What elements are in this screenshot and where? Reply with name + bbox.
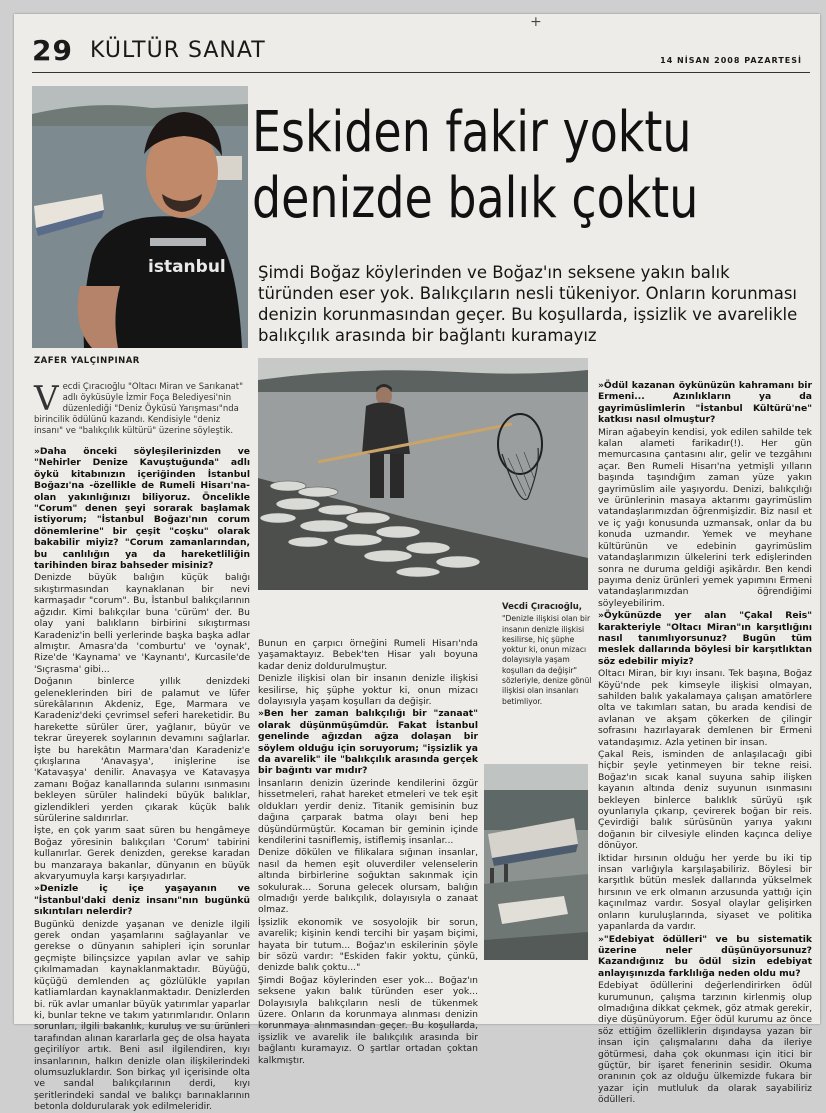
caption-name: Vecdi Çıracıoğlu,: [502, 602, 583, 612]
caption-text: "Denizle ilişkisi olan bir insanın denizle ilişkisi kesilirse, hiç şüphe yoktur ki, onun mizacı dolayısıyla yaşam koşulları da değişir" sözleriyle, denize gönül ilişkisi olan insanları betimliyor.: [502, 614, 592, 706]
byline: ZAFER YALÇINPINAR: [34, 356, 140, 366]
section-title: KÜLTÜR SANAT: [90, 38, 266, 63]
article-column-1: [34, 446, 250, 1113]
col3-para-4: Oltacı Miran, bir kıyı insanı. Tek başına, Boğaz Köyü'nde pek kimseyle ilişkisi olmayan, sahilden balık yakalamaya çalışan amatörlere olta ve takımları satan, bu arada kendisi de avlanan ve akşam çökerken de çilingir sofrasını hazırlayarak demlenen bir Ermeni vatandaşımız. Azla yetinen bir insan.: [598, 668, 812, 748]
col1-para-3: Doğanın binlerce yıllık denizdeki geleneklerinden biri de palamut ve lüfer sürekâlarının Akdeniz, Ege, Marmara ve Karadeniz'deki çevrimsel seferi hareketidir. Bu harekette sürüler ürer, yağlanır, büyür ve tekrar üreyerek soylarının devamını sağlarlar. İşte bu harekâtın Marmara'dan Karadeniz'e çıkışlarına 'Anavaşya', inişlerine ise 'Katavaşya' denilir. Anavaşya ve Katavaşya zamanı Boğaz kanallarında sularını ısınmasını bekleyen sürüler halindeki büyük balıklar, gizlendikleri yerden çıkarak küçük balık sürülerine saldırırlar.: [34, 676, 250, 824]
col3-para-8: Edebiyat ödüllerini değerlendirirken ödül kurumunun, çalışma tarzının kirlenmiş olup olmadığına dikkat çekmek, göz atmak gerekir, diye düşünüyorum. Eğer ödül kurumu az önce söz ettiğim özelliklerin dışındaysa yazan bir insan için çalışmalarını daha da ileriye götürmesi, daha çok okunması için itici bir güçtür, bir işaret fenerinin sesidir. Okuma oranının çok az olduğu ülkemizde fukara bir yazar için mutluluk da olarak sayabiliriz ödülleri.: [598, 980, 812, 1106]
drop-cap: V: [34, 379, 59, 419]
headline: [252, 100, 711, 232]
portrait-photo: [32, 86, 248, 348]
col2-para-3: »Ben her zaman balıkçılığı bir "zanaat" olarak düşünmüşümdür. Fakat İstanbul genelinde ağızdan ağza dolaşan bir söylem olduğu için soruyorum; "işsizlik ya da avarelik" ile "balıkçılık arasında gerçek bir bağıntı var mıdır?: [258, 708, 478, 777]
shirt-print: istanbul: [148, 257, 226, 277]
col3-para-5: Çakal Reis, isminden de anlaşılacağı gibi hiçbir şeyle yetinmeyen bir tekne reisi. Boğaz'ın sıcak kanal suyuna sahip ilişken kayanın altında deniz suyunun ısınmasını bekleyen binlerce balıklık sürüyü ışık oyunlarıyla çıkarıp, çevirerek boğan bir reis. Çevirdiği balık sürüsünün yarıya yakını doğanın bir cilvesiyle elinden kaçınca deliye dönüyor.: [598, 749, 812, 852]
fisherman-image: [258, 358, 588, 590]
col1-para-2: Denizde büyük balığın küçük balığı sıkıştırmasından kaynaklanan bir nevi karmaşadır "corum". Bu, İstanbul balıkçılarının ağzıdır. Kimi balıkçılar buna 'cürüm' der. Bu olay yani balıkların birbirini sıkıştırması Karadeniz'in belli yerlerinde başka başka adlar almıştır. Amasra'da 'comburtu' ve 'oynak', Rize'de 'Kaynama' ve 'Kaynantı', Kurcasile'de 'Sıçrasma' gibi...: [34, 572, 250, 675]
article-intro: [34, 379, 250, 437]
page-number: 29: [32, 34, 73, 67]
col3-para-7: »"Edebiyat ödülleri" ve bu sistematik üzerine neler düşünüyorsunuz? Kazandığınız bu ödül sizin edebiyat anlayışınızda farklılığa neden oldu mu?: [598, 933, 812, 979]
portrait-image: [32, 86, 248, 348]
col1-para-6: Bugünkü denizde yaşanan ve denizle ilgili gerek ondan yaşamlarını sağlayanlar ve gerekse o dünyanın sahipleri için sorunlar geçmişte bilinçsizce yapılan avlar ve sahip çıkılmamadan kaynaklanmaktadır. Büyüğü, küçüğü demlenden aç gözlülükle yapılan katliamlardan kaynaklanmaktadır. Denizlerden bi. rük avlar umanlar büyük yatırımlar yaparlar ki, bunlar tekne ve takım yatırımlarıdır. Onların sorunları, ilgili bakanlık, kuruluş ve su ürünleri tarafından alınan kararlarla geç de olsa hayata geçirilíyor artık. Beni asıl ilgilendiren, kıyı insanlarının, halkın denizle olan ilişkilerindeki olumsuzluklardır. Son birkaç yıl içerisinde olta ve sandal balıkçılarının derdi, kıyı şeritlerindeki sandal ve balıkçı barınaklarının betonla doldurularak yok edilmeleridir.: [34, 918, 250, 1113]
article-column-2: [258, 638, 478, 1066]
col3-para-2: Miran ağabeyin kendisi, yok edilen sahilde tek kalan alameti farikadır(!). Her gün memurcasına çantasını alır, gelir ve tezgâhını açar. Ben Rumeli Hisarı'na yetmişli yılların başında taşındığım zaman yüze yakın gayrimüslim aile yaşıyordu. Denizi, balıkçılığı ve ürünlerinin masaya aktarımı gayrimüslim vatandaşlarımızdan öğrenmişizdir. Biz nasıl et ve iç yağı konusunda uzmansak, onlar da bu konuda uzmandır. Yemek ve meyhane kültürünün ve edebinin gayrimüslim vatandaşlarımızın ülkelerini terk edişlerinden sonra ne duruma geldiği aşikârdır. Ben kendi payıma deniz ürünleri yemek yapımını Ermeni vatandaşlarımızdan öğrendiğimi söyleyebilirim.: [598, 426, 812, 609]
header-rule: [32, 72, 810, 73]
newspaper-page: [14, 14, 820, 1113]
headline-line-1: Eskiden fakir yoktu: [252, 100, 692, 165]
col3-para-3: »Öykünüzde yer alan "Çakal Reis" karakteriyle "Oltacı Miran"ın karşıtlığını nasıl tanımlıyorsunuz? Bugün tüm meslek dallarında böylesi bir karşıtlıktan söz edebilir miyiz?: [598, 610, 812, 667]
col2-para-4: İnsanların denizin üzerinde kendilerini özgür hissetmeleri, rahat hareket etmeleri ve tek eşit oldukları yerdir deniz. Titanik gemisinin buz dağına çarparak batma olayı beni hep düşündürmüştür. Kocaman bir geminin içinde kendilerini tasniflemiş, istiflemiş insanlar...: [258, 777, 478, 846]
issue-date: 14 NİSAN 2008 PAZARTESİ: [660, 56, 802, 65]
boats-photo: [484, 764, 588, 960]
registration-mark: +: [530, 14, 542, 30]
col3-para-1: »Ödül kazanan öykünüzün kahramanı bir Ermeni... Azınlıkların ya da gayrimüslimlerin "İstanbul Kültürü'ne" katkısı nasıl olmuştur?: [598, 380, 812, 426]
headline-line-2: denizde balık çoktu: [252, 166, 699, 231]
col2-para-2: Denizle ilişkisi olan bir insanın denizle ilişkisi kesilirse, hiç şüphe yoktur ki, onun mizacı dolayısıyla yaşam koşulları da değişir.: [258, 673, 478, 708]
col3-para-6: İktidar hırsının olduğu her yerde bu iki tip insan varlığıyla karşılaşabiliriz. Böylesi bir karşıtlık bütün meslek dallarında yükselmek hırsının ve erk olmanın arzusunda yattığı için kaçınılmaz vardır. Sosyal olaylar gelişirken onların kuruluşlarında, siyaset ve politika yapanlarda da vardır.: [598, 852, 812, 933]
photo-caption: [502, 602, 598, 707]
col2-para-6: İşsizlik ekonomik ve sosyolojik bir sorun, avarelik; kişinin kendi tercihi bir yaşam biçimi, hayata bir tutum... Boğaz'ın eskilerinin şöyle bir sözü vardır: "Eskiden fakir yoktu, çünkü, denizde balık çoktu...": [258, 916, 478, 974]
col1-para-5: »Denizle iç içe yaşayanın ve "İstanbul'daki deniz insanı"nın bugünkü sıkıntıları nelerdir?: [34, 883, 250, 918]
article-deck: Şimdi Boğaz köylerinden ve Boğaz'ın seksene yakın balık türünden eser yok. Balıkçıların nesli tükeniyor. Onların korunması denizin korunmasından geçer. Bu koşullarda, işsizlik ve avarelikle balıkçılık arasında bir bağlantı kuramayız: [258, 263, 798, 345]
col2-para-1: Bunun en çarpıcı örneğini Rumeli Hisarı'nda yaşamaktayız. Bebek'ten Hisar yalı boyuna kadar deniz doldurulmuştur.: [258, 638, 478, 672]
intro-text: ecdi Çıracıoğlu "Oltacı Miran ve Sarıkanat" adlı öyküsüyle İzmir Foça Belediyesi'nin düzenlediği "Deniz Öyküsü Yarışması"nda birincilik ödülünü kazandı. Kendisiyle "deniz insanı" ve "balıkçılık kültürü" üzerine söyleştik.: [34, 382, 243, 436]
fisherman-photo: [258, 358, 588, 590]
col2-para-5: Denize dökülen ve filikalara sığınan insanlar, nasıl da hemen eşit oluverdiler velenselerin altında birbirlerine soğuktan sakınmak için sokulurak... Soruna gelecek olursam, balığın olmadığı yerde balıkçılık, dolayısıyla o zanaat olmaz.: [258, 847, 478, 916]
article-column-3: [598, 380, 812, 1106]
col1-para-4: İşte, en çok yarım saat süren bu hengâmeye Boğaz yöresinin balıkçıları 'Corum' tabirini kullanırlar. Gerek denizden, gerekse karadan bu manzaraya bakanlar, dünyanın en büyük akvaryumuyla karşı karşıyadırlar.: [34, 825, 250, 883]
boats-image: [484, 764, 588, 960]
col1-para-1: »Daha önceki söyleşilerinizden ve "Nehirler Denize Kavuştuğunda" adlı öykü kitabınızın içeriğinden İstanbul Boğazı'na -özellikle de Rumeli Hisarı'na- olan yakınlığınızı biliyoruz. Öncelikle "Corum" denen şeyi sorarak başlamak istiyorum; "İstanbul Boğazı'nın corum dönemlerine" bir çeşit "coşku" olarak bakabilir miyiz? "Corum zamanlarından, bu canlılığın ya da hareketliliğin tarihinden biraz bahseder misiniz?: [34, 446, 250, 572]
col2-para-7: Şimdi Boğaz köylerinden eser yok... Boğaz'ın seksene yakın balık türünden eser yok... Dolayısıyla balıkçıların nesli de tükenmek üzere. Onların da korunmaya alınması denizin korunmaya alınmasından geçer. Bu koşullarda, işsizlik ve avarelik ile balıkçılık arasında bir bağlantı kuramayız. O şartlar ortadan çoktan kalkmıştır.: [258, 974, 478, 1066]
